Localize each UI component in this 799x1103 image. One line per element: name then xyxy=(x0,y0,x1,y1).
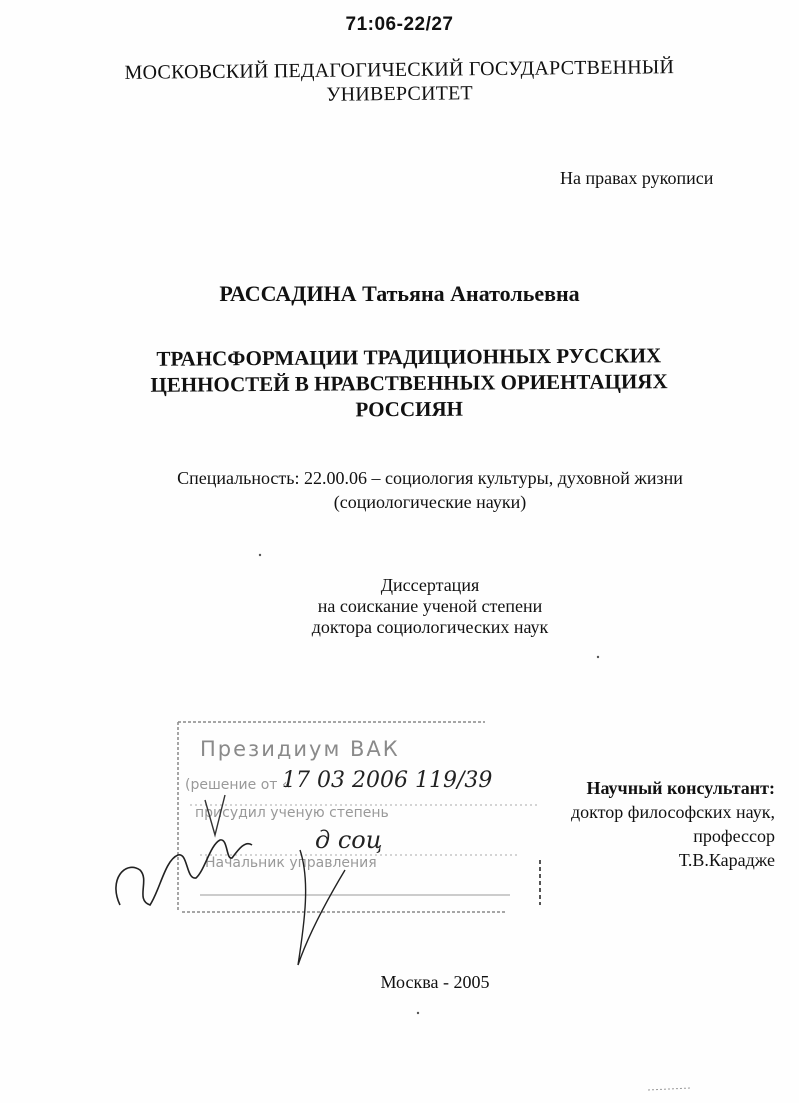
handwritten-degree: д соц xyxy=(315,826,383,854)
specialty-line-1: Специальность: 22.00.06 – социология культуры, духовной жизни xyxy=(177,468,683,488)
title-line-1: ТРАНСФОРМАЦИИ ТРАДИЦИОННЫХ РУССКИХ xyxy=(156,343,662,371)
corner-mark xyxy=(648,1088,690,1090)
author-surname: РАССАДИНА xyxy=(219,281,357,306)
author-given-names: Татьяна Анатольевна xyxy=(362,281,580,306)
stamp-line-presidium: Президиум ВАК xyxy=(200,737,400,761)
title-line-2: ЦЕННОСТЕЙ В НРАВСТВЕННЫХ ОРИЕНТАЦИЯХ xyxy=(150,369,668,397)
specialty-line-2: (социологические науки) xyxy=(333,492,527,512)
university-line-2: УНИВЕРСИТЕТ xyxy=(326,82,474,106)
degree-line-1: Диссертация xyxy=(380,575,480,595)
title-line-3: РОССИЯН xyxy=(355,396,463,422)
city-year: Москва - 2005 xyxy=(380,972,490,992)
stamp-line-decision: (решение от « xyxy=(185,777,291,793)
signature-flourish xyxy=(298,850,345,965)
manuscript-rights: На правах рукописи xyxy=(560,168,714,188)
consultant-title: профессор xyxy=(693,826,775,846)
stamp-border xyxy=(178,722,505,912)
stamp-line-head: Начальник управления xyxy=(205,855,377,871)
degree-line-3: доктора социологических наук xyxy=(311,617,549,637)
signature-check xyxy=(205,795,225,835)
consultant-name: Т.В.Карадже xyxy=(678,850,775,870)
university-line-1: МОСКОВСКИЙ ПЕДАГОГИЧЕСКИЙ ГОСУДАРСТВЕННЫЙ xyxy=(124,56,675,84)
stamp-line-awarded: присудил ученую степень xyxy=(195,805,389,821)
degree-line-2: на соискание ученой степени xyxy=(317,596,543,616)
archive-code: 71:06-22/27 xyxy=(345,14,454,35)
margin-dot xyxy=(597,656,599,658)
consultant-label: Научный консультант: xyxy=(586,778,775,798)
margin-dot xyxy=(417,1012,419,1014)
scientific-consultant xyxy=(520,776,775,872)
consultant-degree: доктор философских наук, xyxy=(571,802,775,822)
handwritten-date: 17 03 2006 119/39 xyxy=(282,768,493,793)
margin-dot xyxy=(259,554,261,556)
